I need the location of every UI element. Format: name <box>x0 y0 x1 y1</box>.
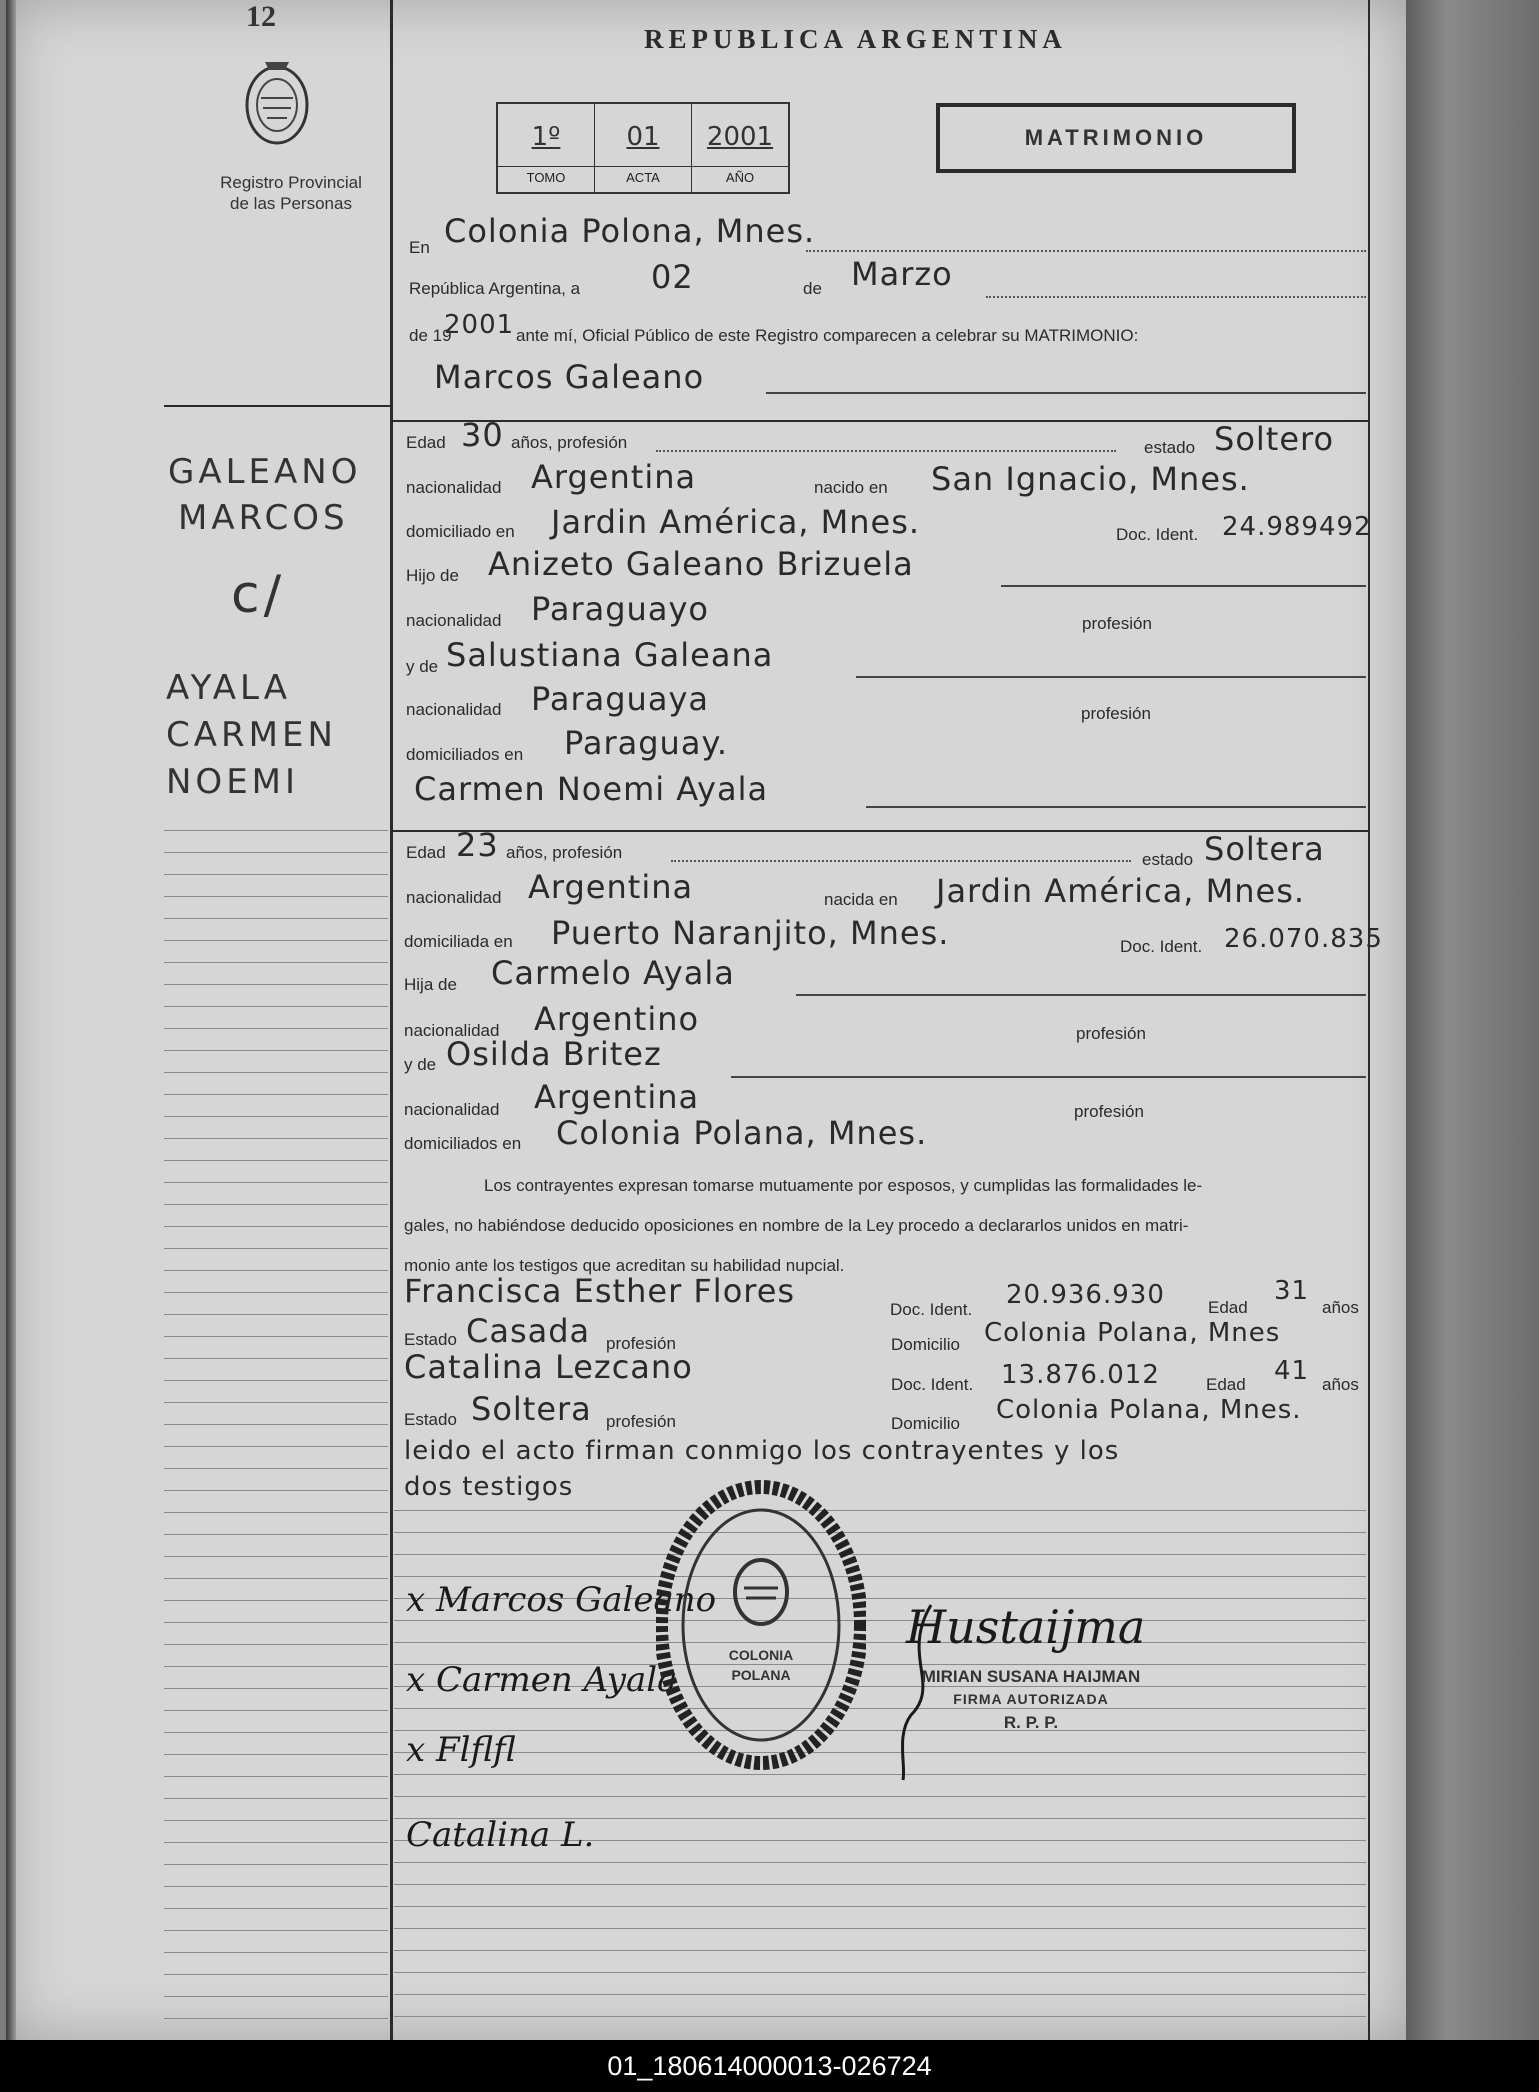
margin-ruled-line <box>164 1490 388 1491</box>
body-ruled-line <box>394 1532 1366 1533</box>
label-groom-estado: estado <box>1144 438 1196 457</box>
margin-ruled-line <box>164 1644 388 1645</box>
witness2-doc: 13.876.012 <box>1001 1360 1160 1390</box>
bride-age: 23 <box>456 826 499 864</box>
margin-ruled-line <box>164 1226 388 1227</box>
document-page <box>6 0 1406 2040</box>
label-groom-father-prof: profesión <box>1082 614 1152 633</box>
closing-line2: dos testigos <box>404 1472 574 1502</box>
witness2-signature: Catalina L. <box>406 1815 595 1855</box>
registry-line1: Registro Provincial <box>220 173 362 192</box>
margin-line5: CARMEN <box>166 715 337 755</box>
margin-ruled-line <box>164 1050 388 1051</box>
groom-signature: x Marcos Galeano <box>406 1580 717 1620</box>
witness1-doc: 20.936.930 <box>1006 1280 1165 1310</box>
margin-ruled-line <box>164 1468 388 1469</box>
witness2-status: Soltera <box>471 1390 592 1428</box>
scan-identifier: 01_180614000013-026724 <box>0 2040 1539 2092</box>
acta-value: 01 <box>626 122 660 152</box>
label-bride-doc: Doc. Ident. <box>1120 937 1203 956</box>
label-groom-edad: Edad <box>406 433 446 452</box>
official-signature: Hustaijma <box>906 1600 1146 1654</box>
tomo-value: 1º <box>531 122 561 152</box>
label-w1-estado: Estado <box>404 1330 457 1349</box>
page-number: 12 <box>246 0 276 33</box>
label-nacido-en: nacido en <box>814 478 888 497</box>
margin-ruled-line <box>164 1094 388 1095</box>
label-w1-doc: Doc. Ident. <box>890 1300 973 1319</box>
margin-ruled-line <box>164 918 388 919</box>
groom-address: Jardin América, Mnes. <box>551 503 921 541</box>
declaration-line2: gales, no habiéndose deducido oposiciones en nombre de la Ley procedo a declararlos unidos en matri- <box>404 1216 1189 1235</box>
label-hijo-de: Hijo de <box>406 566 459 585</box>
body-ruled-line <box>394 1950 1366 1951</box>
bride-mother-nationality: Argentina <box>534 1078 700 1116</box>
label-groom-mother-nat: nacionalidad <box>406 700 502 719</box>
registry-line2: de las Personas <box>230 194 352 213</box>
body-ruled-line <box>394 1884 1366 1885</box>
margin-ruled-line <box>164 1512 388 1513</box>
marriage-place: Colonia Polona, Mnes. <box>444 212 816 250</box>
margin-ruled-line <box>164 1028 388 1029</box>
marriage-year: 2001 <box>444 310 515 340</box>
groom-status: Soltero <box>1214 420 1335 458</box>
margin-ruled-line <box>164 1776 388 1777</box>
margin-ruled-line <box>164 1908 388 1909</box>
margin-rule <box>390 0 393 2040</box>
margin-ruled-line <box>164 2018 388 2019</box>
label-nacida-en: nacida en <box>824 890 898 909</box>
bride-name-line <box>866 806 1366 808</box>
margin-ruled-line <box>164 1072 388 1073</box>
bride-mother-line <box>731 1076 1366 1078</box>
groom-name-line <box>766 392 1366 394</box>
witness2-age: 41 <box>1274 1356 1310 1386</box>
bride-birthplace: Jardin América, Mnes. <box>936 872 1306 910</box>
margin-ruled-line <box>164 1314 388 1315</box>
margin-line1: GALEANO <box>168 452 362 492</box>
groom-doc: 24.989492 <box>1222 512 1372 542</box>
tomo-label: TOMO <box>498 166 594 185</box>
margin-ruled-line <box>164 1974 388 1975</box>
margin-ruled-line <box>164 1160 388 1161</box>
margin-ruled-line <box>164 1204 388 1205</box>
country-heading: REPUBLICA ARGENTINA <box>644 24 1067 54</box>
provincial-emblem-icon <box>241 50 313 150</box>
margin-ruled-line <box>164 1622 388 1623</box>
registry-name <box>196 172 386 214</box>
margin-ruled-line <box>164 1666 388 1667</box>
right-rule <box>1368 0 1370 2040</box>
official-block <box>891 1665 1171 1734</box>
label-bride-mother-prof: profesión <box>1074 1102 1144 1121</box>
official-title: FIRMA AUTORIZADA <box>953 1691 1109 1707</box>
bride-father-line <box>796 994 1366 996</box>
groom-father: Anizeto Galeano Brizuela <box>488 545 914 583</box>
label-w1-edad: Edad <box>1208 1298 1248 1317</box>
margin-top-rule <box>164 405 390 407</box>
label-w2-estado: Estado <box>404 1410 457 1429</box>
witness1-age: 31 <box>1274 1276 1310 1306</box>
body-ruled-line <box>394 2016 1366 2017</box>
body-ruled-line <box>394 1972 1366 1973</box>
witness1-address: Colonia Polana, Mnes <box>984 1318 1281 1348</box>
body-ruled-line <box>394 1708 1366 1709</box>
label-bride-nacionalidad: nacionalidad <box>406 888 502 907</box>
body-ruled-line <box>394 1620 1366 1621</box>
witness2-address: Colonia Polana, Mnes. <box>996 1395 1302 1425</box>
bride-address: Puerto Naranjito, Mnes. <box>551 914 950 952</box>
label-domiciliados-en: domiciliados en <box>406 745 524 764</box>
margin-ruled-line <box>164 962 388 963</box>
witness1-status: Casada <box>466 1312 591 1350</box>
label-groom-profesion: años, profesión <box>511 433 628 452</box>
label-groom-nacionalidad: nacionalidad <box>406 478 502 497</box>
body-ruled-line <box>394 1928 1366 1929</box>
label-republica: República Argentina, a <box>409 279 581 298</box>
body-ruled-line <box>394 1730 1366 1731</box>
body-ruled-line <box>394 1642 1366 1643</box>
body-ruled-line <box>394 1906 1366 1907</box>
body-ruled-line <box>394 1576 1366 1577</box>
anio-cell <box>692 104 788 192</box>
margin-ruled-line <box>164 1842 388 1843</box>
groom-father-nationality: Paraguayo <box>531 590 709 628</box>
margin-ruled-line <box>164 1138 388 1139</box>
body-ruled-line <box>394 1994 1366 1995</box>
bride-status: Soltera <box>1204 830 1325 868</box>
label-de: de <box>803 279 822 298</box>
label-bride-y-de: y de <box>404 1055 437 1074</box>
margin-ruled-line <box>164 1952 388 1953</box>
bride-parents-address: Colonia Polana, Mnes. <box>556 1114 928 1152</box>
margin-ruled-line <box>164 1270 388 1271</box>
record-reference-box <box>496 102 790 194</box>
margin-line3: c/ <box>231 565 286 625</box>
groom-parents-address: Paraguay. <box>564 724 728 762</box>
margin-ruled-line <box>164 1182 388 1183</box>
label-bride-father-nat: nacionalidad <box>404 1021 500 1040</box>
label-domiciliada-en: domiciliada en <box>404 932 513 951</box>
label-bride-profesion: años, profesión <box>506 843 623 862</box>
bride-nationality: Argentina <box>528 868 694 906</box>
margin-ruled-line <box>164 1864 388 1865</box>
label-bride-estado: estado <box>1142 850 1194 869</box>
label-w2-profesion: profesión <box>606 1412 676 1431</box>
anio-value: 2001 <box>706 122 774 152</box>
margin-ruled-line <box>164 1578 388 1579</box>
label-de-19: de 19 <box>409 326 452 345</box>
margin-ruled-line <box>164 1358 388 1359</box>
label-w2-edad: Edad <box>1206 1375 1246 1394</box>
label-comparecen: ante mí, Oficial Público de este Registro comparecen a celebrar su MATRIMONIO: <box>516 326 1139 345</box>
label-w1-domicilio: Domicilio <box>891 1335 960 1354</box>
margin-ruled-line <box>164 1292 388 1293</box>
margin-ruled-line <box>164 1446 388 1447</box>
label-bride-father-prof: profesión <box>1076 1024 1146 1043</box>
label-groom-doc: Doc. Ident. <box>1116 525 1199 544</box>
bride-mother: Osilda Britez <box>446 1035 662 1073</box>
groom-birthplace: San Ignacio, Mnes. <box>931 460 1250 498</box>
body-ruled-line <box>394 1554 1366 1555</box>
margin-ruled-line <box>164 896 388 897</box>
margin-ruled-line <box>164 1996 388 1997</box>
groom-mother-nationality: Paraguaya <box>531 680 709 718</box>
margin-ruled-line <box>164 1116 388 1117</box>
label-groom-mother-prof: profesión <box>1081 704 1151 723</box>
closing-line1: leido el acto firman conmigo los contrayentes y los <box>404 1436 1120 1466</box>
margin-ruled-line <box>164 874 388 875</box>
label-bride-edad: Edad <box>406 843 446 862</box>
bride-profession-line <box>671 860 1131 862</box>
margin-ruled-line <box>164 1336 388 1337</box>
witness1-signature: x Flflfl <box>406 1730 516 1770</box>
marriage-day: 02 <box>651 258 694 296</box>
official-abbr: R. P. P. <box>1003 1713 1059 1732</box>
groom-age: 30 <box>461 416 504 454</box>
margin-ruled-line <box>164 830 388 831</box>
margin-ruled-line <box>164 1006 388 1007</box>
official-name: MIRIAN SUSANA HAIJMAN <box>921 1667 1141 1686</box>
bride-name: Carmen Noemi Ayala <box>414 770 769 808</box>
marriage-month: Marzo <box>851 255 953 293</box>
margin-ruled-line <box>164 1930 388 1931</box>
groom-profession-line <box>656 450 1116 452</box>
label-w2-domicilio: Domicilio <box>891 1414 960 1433</box>
margin-ruled-line <box>164 1402 388 1403</box>
label-w1-profesion: profesión <box>606 1334 676 1353</box>
margin-ruled-line <box>164 1688 388 1689</box>
margin-ruled-line <box>164 1820 388 1821</box>
margin-line2: MARCOS <box>178 498 349 538</box>
margin-line4: AYALA <box>166 668 291 708</box>
stamp-polana: POLANA <box>731 1667 791 1683</box>
label-hija-de: Hija de <box>404 975 457 994</box>
acta-cell <box>595 104 692 192</box>
margin-ruled-line <box>164 1732 388 1733</box>
margin-ruled-line <box>164 1556 388 1557</box>
body-ruled-line <box>394 1752 1366 1753</box>
bride-doc: 26.070.835 <box>1224 924 1383 954</box>
adjacent-page-edge <box>1406 0 1539 2040</box>
groom-name: Marcos Galeano <box>434 358 705 396</box>
acta-label: ACTA <box>595 166 691 185</box>
margin-ruled-line <box>164 1798 388 1799</box>
margin-ruled-line <box>164 1600 388 1601</box>
body-ruled-line <box>394 1510 1366 1511</box>
label-groom-father-nat: nacionalidad <box>406 611 502 630</box>
margin-ruled-line <box>164 1380 388 1381</box>
groom-mother: Salustiana Galeana <box>446 636 774 674</box>
label-w2-anos: años <box>1322 1375 1359 1394</box>
margin-ruled-line <box>164 1534 388 1535</box>
body-ruled-line <box>394 1862 1366 1863</box>
document-type-box: MATRIMONIO <box>936 103 1296 173</box>
stamp-colonia: COLONIA <box>728 1647 794 1663</box>
groom-nationality: Argentina <box>531 458 697 496</box>
label-w1-anos: años <box>1322 1298 1359 1317</box>
bride-father: Carmelo Ayala <box>491 954 735 992</box>
margin-ruled-line <box>164 1424 388 1425</box>
label-domiciliado-en: domiciliado en <box>406 522 515 541</box>
month-line <box>986 296 1366 298</box>
margin-line6: NOEMI <box>166 762 300 802</box>
registry-seal-stamp <box>656 1480 866 1770</box>
anio-label: AÑO <box>692 166 788 185</box>
binding-spine <box>6 0 16 2040</box>
bride-father-nationality: Argentino <box>534 1000 700 1038</box>
witness1-name: Francisca Esther Flores <box>404 1272 796 1310</box>
margin-ruled-line <box>164 1886 388 1887</box>
declaration-line3: monio ante los testigos que acreditan su habilidad nupcial. <box>404 1256 845 1275</box>
margin-ruled-line <box>164 940 388 941</box>
margin-ruled-line <box>164 1754 388 1755</box>
label-bride-mother-nat: nacionalidad <box>404 1100 500 1119</box>
label-w2-doc: Doc. Ident. <box>891 1375 974 1394</box>
body-ruled-line <box>394 1796 1366 1797</box>
declaration-line1: Los contrayentes expresan tomarse mutuamente por esposos, y cumplidas las formalidades le- <box>484 1176 1203 1195</box>
tomo-cell <box>498 104 595 192</box>
witness2-name: Catalina Lezcano <box>404 1348 693 1386</box>
label-bride-domiciliados-en: domiciliados en <box>404 1134 522 1153</box>
margin-ruled-line <box>164 1710 388 1711</box>
label-y-de: y de <box>406 657 439 676</box>
label-en: En <box>409 238 430 257</box>
groom-mother-line <box>856 676 1366 678</box>
groom-father-line <box>1001 585 1366 587</box>
margin-ruled-line <box>164 984 388 985</box>
place-line <box>806 250 1366 252</box>
margin-ruled-line <box>164 852 388 853</box>
body-ruled-line <box>394 1774 1366 1775</box>
margin-ruled-line <box>164 1248 388 1249</box>
bride-signature: x Carmen Ayala <box>406 1660 678 1700</box>
